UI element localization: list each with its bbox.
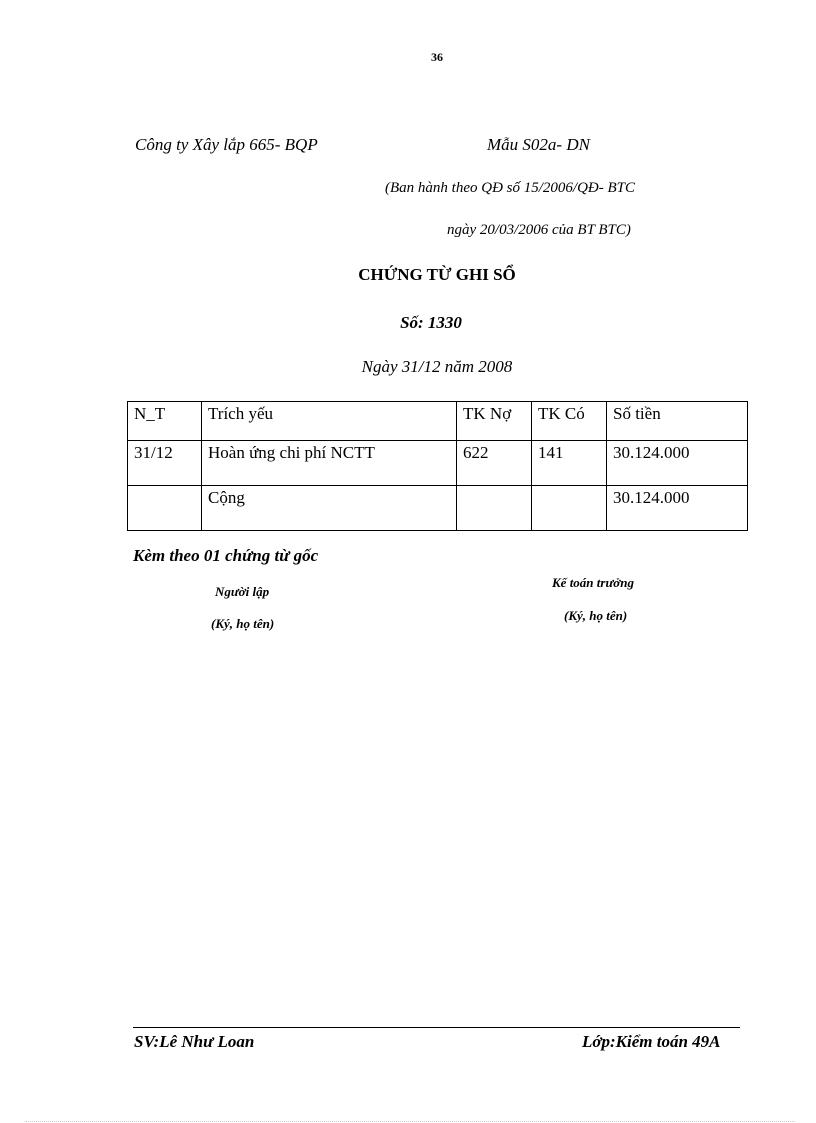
cell-date xyxy=(128,486,202,531)
issued-decree-line2: ngày 20/03/2006 của BT BTC) xyxy=(447,222,631,238)
cell-description: Hoàn ứng chi phí NCTT xyxy=(202,441,457,486)
header-date: N_T xyxy=(128,402,202,441)
attachment-note: Kèm theo 01 chứng từ gốc xyxy=(133,546,319,565)
footer-class: Lớp:Kiểm toán 49A xyxy=(582,1032,721,1051)
cell-amount: 30.124.000 xyxy=(607,441,748,486)
cell-amount: 30.124.000 xyxy=(607,486,748,531)
company-name: Công ty Xây lắp 665- BQP xyxy=(135,135,318,154)
document-date: Ngày 31/12 năm 2008 xyxy=(361,357,513,376)
cell-description: Cộng xyxy=(202,486,457,531)
cell-date: 31/12 xyxy=(128,441,202,486)
chief-accountant-signature-hint: (Ký, họ tên) xyxy=(564,608,628,623)
header-description: Trích yếu xyxy=(202,402,457,441)
document-number: Số: 1330 xyxy=(400,313,462,332)
footer-divider xyxy=(133,1027,740,1028)
header-amount: Số tiền xyxy=(607,402,748,441)
entries-table xyxy=(127,401,748,531)
header-debit-account: TK Nợ xyxy=(457,402,532,441)
cell-debit-account xyxy=(457,486,532,531)
preparer-signature-hint: (Ký, họ tên) xyxy=(211,616,275,631)
cell-credit-account xyxy=(532,486,607,531)
header-credit-account: TK Có xyxy=(532,402,607,441)
issued-decree-line1: (Ban hành theo QĐ số 15/2006/QĐ- BTC xyxy=(385,180,635,196)
page-edge-divider xyxy=(25,1121,795,1122)
form-code: Mẫu S02a- DN xyxy=(487,135,590,154)
table-header-row xyxy=(128,402,748,441)
cell-credit-account: 141 xyxy=(532,441,607,486)
cell-debit-account: 622 xyxy=(457,441,532,486)
chief-accountant-title: Kế toán trưởng xyxy=(552,575,634,590)
table-row-total xyxy=(128,486,748,531)
page-number: 36 xyxy=(431,50,443,64)
table-row xyxy=(128,441,748,486)
footer-student: SV:Lê Như Loan xyxy=(134,1032,255,1051)
preparer-title: Người lập xyxy=(215,584,270,599)
document-title: CHỨNG TỪ GHI SỔ xyxy=(358,265,516,284)
